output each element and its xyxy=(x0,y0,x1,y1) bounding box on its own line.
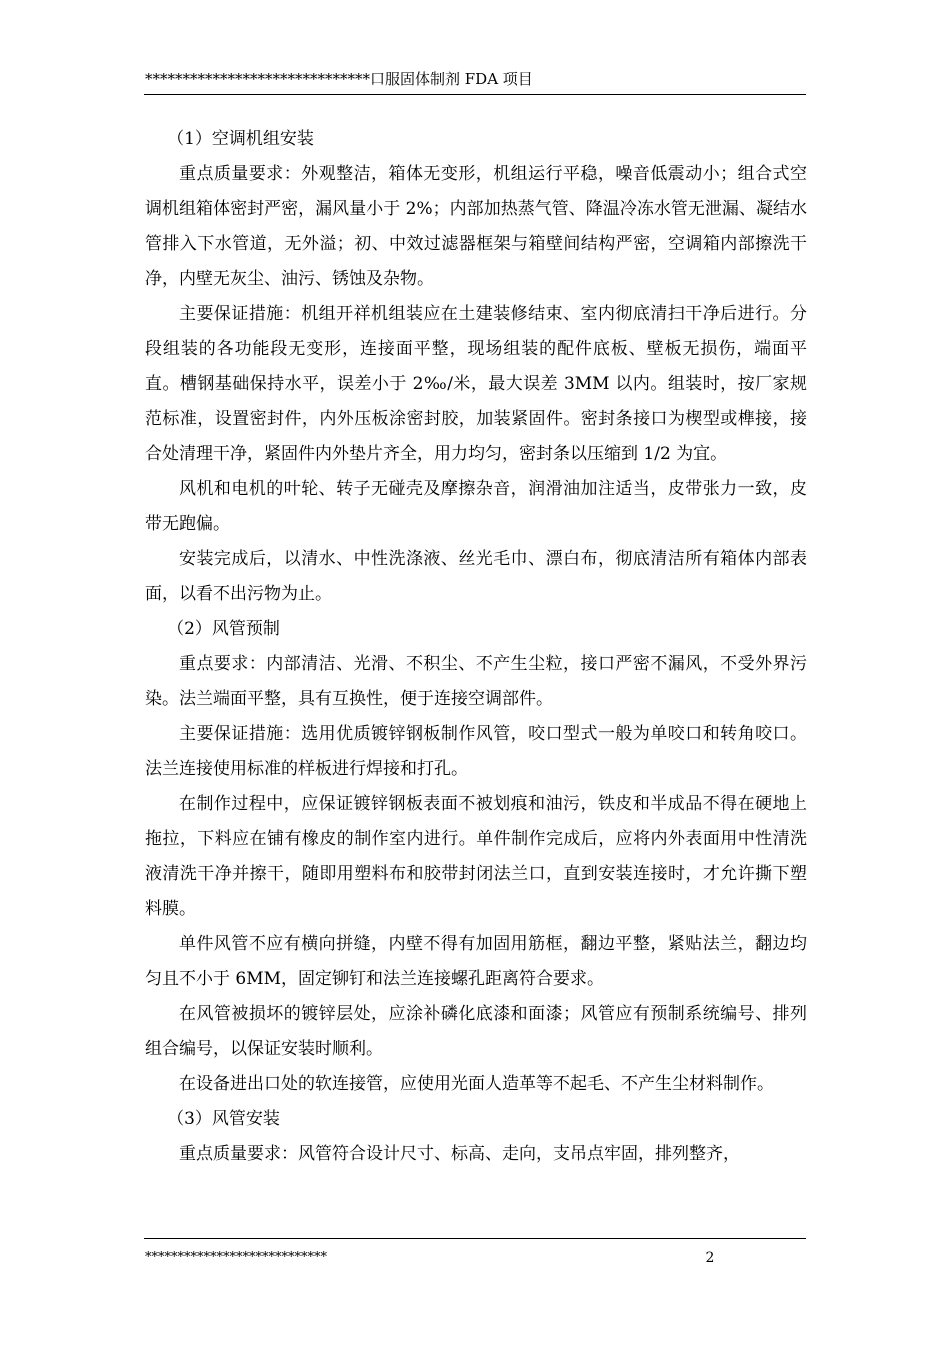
paragraph: 在设备进出口处的软连接管，应使用光面人造革等不起毛、不产生尘材料制作。 xyxy=(179,1074,774,1094)
paragraph: 主要保证措施：选用优质镀锌钢板制作风管，咬口型式一般为单咬口和转角咬口。法兰连接使用标准的样板进行焊接和打孔。 xyxy=(145,724,807,779)
page-header: ******************************口服固体制剂 FDA 项目 xyxy=(145,70,533,88)
paragraph: 重点质量要求：外观整洁，箱体无变形，机组运行平稳，噪音低震动小；组合式空调机组箱体密封严密，漏风量小于 2%；内部加热蒸气管、降温冷冻水管无泄漏、凝结水管排入下水管道，无外溢；初、中效过滤器框架与箱壁间结构严密，空调箱内部擦洗干净，内壁无灰尘、油污、锈蚀及杂物。 xyxy=(145,164,807,289)
paragraph: 安装完成后，以清水、中性洗涤液、丝光毛巾、漂白布，彻底清洁所有箱体内部表面，以看不出污物为止。 xyxy=(145,549,807,604)
page-footer: **************************** xyxy=(145,1250,327,1265)
section-heading-2: （2）风管预制 xyxy=(167,619,280,639)
section-heading-3: （3）风管安装 xyxy=(167,1109,280,1129)
paragraph: 在制作过程中，应保证镀锌钢板表面不被划痕和油污，铁皮和半成品不得在硬地上拖拉，下料应在铺有橡皮的制作室内进行。单件制作完成后，应将内外表面用中性清洗液清洗干净并擦干，随即用塑料布和胶带封闭法兰口，直到安装连接时，才允许撕下塑料膜。 xyxy=(145,794,807,919)
paragraph: 在风管被损坏的镀锌层处，应涂补磷化底漆和面漆；风管应有预制系统编号、排列组合编号，以保证安装时顺利。 xyxy=(145,1004,807,1059)
footer-divider xyxy=(144,1238,806,1239)
section-heading-1: （1）空调机组安装 xyxy=(167,129,314,149)
paragraph: 主要保证措施：机组开祥机组装应在土建装修结束、室内彻底清扫干净后进行。分段组装的各功能段无变形，连接面平整，现场组装的配件底板、壁板无损伤，端面平直。槽钢基础保持水平，误差小于 2‰/米，最大误差 3MM 以内。组装时，按厂家规范标准，设置密封件，内外压板涂密封胶，加装紧固件。密封条接口为楔型或榫接，接合处清理干净，紧固件内外垫片齐全，用力均匀，密封条以压缩到 1/2 为宜。 xyxy=(145,304,807,464)
paragraph: 单件风管不应有横向拼缝，内壁不得有加固用筋框，翻边平整，紧贴法兰，翻边均匀且不小于 6MM，固定铆钉和法兰连接螺孔距离符合要求。 xyxy=(145,934,807,989)
paragraph: 重点质量要求：风管符合设计尺寸、标高、走向，支吊点牢固，排列整齐， xyxy=(179,1144,740,1164)
header-divider xyxy=(144,94,806,95)
document-body xyxy=(145,122,807,1172)
paragraph: 重点要求：内部清洁、光滑、不积尘、不产生尘粒，接口严密不漏风，不受外界污染。法兰端面平整，具有互换性，便于连接空调部件。 xyxy=(145,654,807,709)
paragraph: 风机和电机的叶轮、转子无碰壳及摩擦杂音，润滑油加注适当，皮带张力一致，皮带无跑偏。 xyxy=(145,479,807,534)
page-number: 2 xyxy=(705,1250,715,1266)
